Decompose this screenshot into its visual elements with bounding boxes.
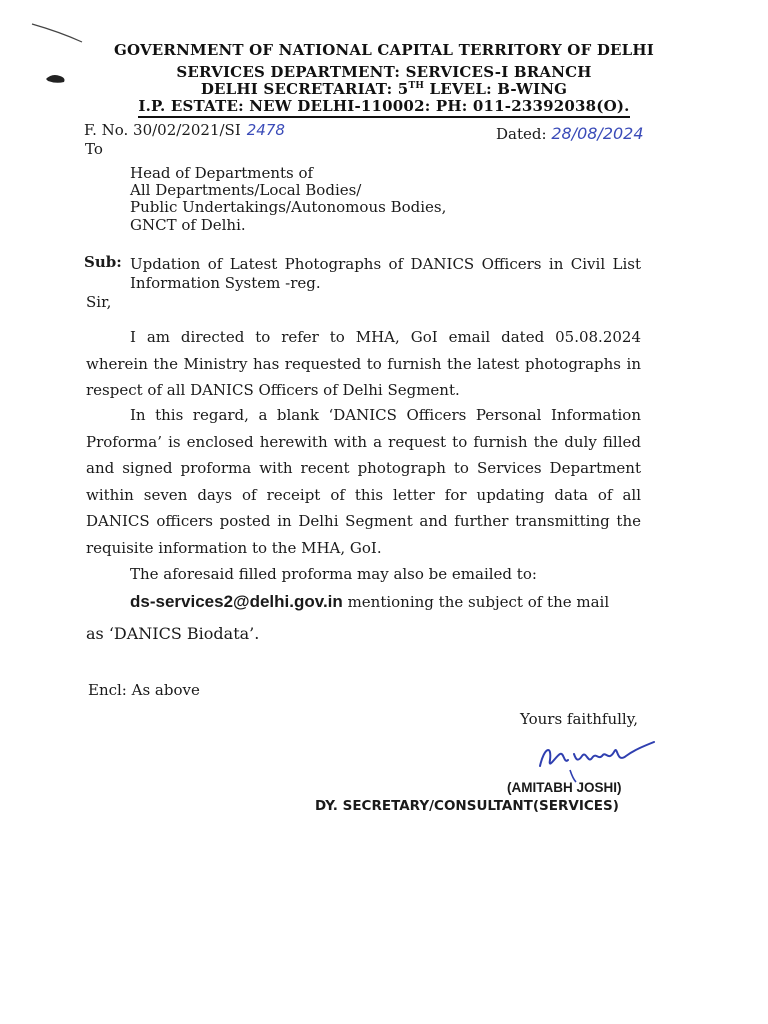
paragraph-2: In this regard, a blank ‘DANICS Officers Personal Information Proforma’ is enclosed herewith with a request to furnish the duly filled and signed proforma with recent photograph to Services Department within seven days of receipt of this letter for updating data of all DANICS officers posted in Delhi Segment and further transmitting the requisite information to the MHA, GoI. bbox=[86, 406, 641, 557]
signatory-designation: DY. SECRETARY/CONSULTANT(SERVICES) bbox=[315, 798, 619, 814]
file-number-handwritten: 2478 bbox=[246, 121, 285, 139]
header-line-4: I.P. ESTATE: NEW DELHI-110002: PH: 011-23392038(O). bbox=[0, 97, 768, 115]
dated-field: Dated: 28/08/2024 bbox=[496, 124, 644, 143]
to-label: To bbox=[85, 140, 103, 158]
closing: Yours faithfully, bbox=[520, 710, 638, 728]
addressee-line-3: Public Undertakings/Autonomous Bodies, bbox=[130, 198, 447, 216]
header-line-2: SERVICES DEPARTMENT: SERVICES-I BRANCH bbox=[176, 63, 592, 81]
email-line: ds-services2@delhi.gov.in mentioning the subject of the mail bbox=[130, 592, 610, 611]
email-line-2: as ‘DANICS Biodata’. bbox=[86, 624, 260, 643]
subject-line-2: Information System -reg. bbox=[130, 274, 321, 292]
paragraph-1: I am directed to refer to MHA, GoI email dated 05.08.2024 wherein the Ministry has requested to furnish the latest photographs in respect of all DANICS Officers of Delhi Segment. bbox=[86, 328, 641, 399]
dated-handwritten: 28/08/2024 bbox=[551, 124, 644, 143]
signature bbox=[530, 736, 660, 784]
addressee-line-1: Head of Departments of bbox=[130, 164, 314, 182]
subject-label: Sub: bbox=[84, 253, 122, 271]
enclosure: Encl: As above bbox=[88, 681, 200, 699]
salutation: Sir, bbox=[86, 293, 112, 311]
addressee-line-4: GNCT of Delhi. bbox=[130, 216, 246, 234]
paragraph-3: The aforesaid filled proforma may also be emailed to: bbox=[130, 565, 537, 583]
email-address[interactable]: ds-services2@delhi.gov.in bbox=[130, 592, 343, 611]
file-number: F. No. 30/02/2021/SI 2478 bbox=[84, 121, 285, 139]
subject-line-1: Updation of Latest Photographs of DANICS Officers in Civil List bbox=[130, 255, 641, 273]
addressee-line-2: All Departments/Local Bodies/ bbox=[130, 181, 362, 199]
signatory-name: (AMITABH JOSHI) bbox=[507, 780, 622, 795]
header-line-3: DELHI SECRETARIAT: 5TH LEVEL: B-WING bbox=[200, 80, 568, 98]
header-line-1: GOVERNMENT OF NATIONAL CAPITAL TERRITORY OF DELHI bbox=[113, 41, 655, 59]
